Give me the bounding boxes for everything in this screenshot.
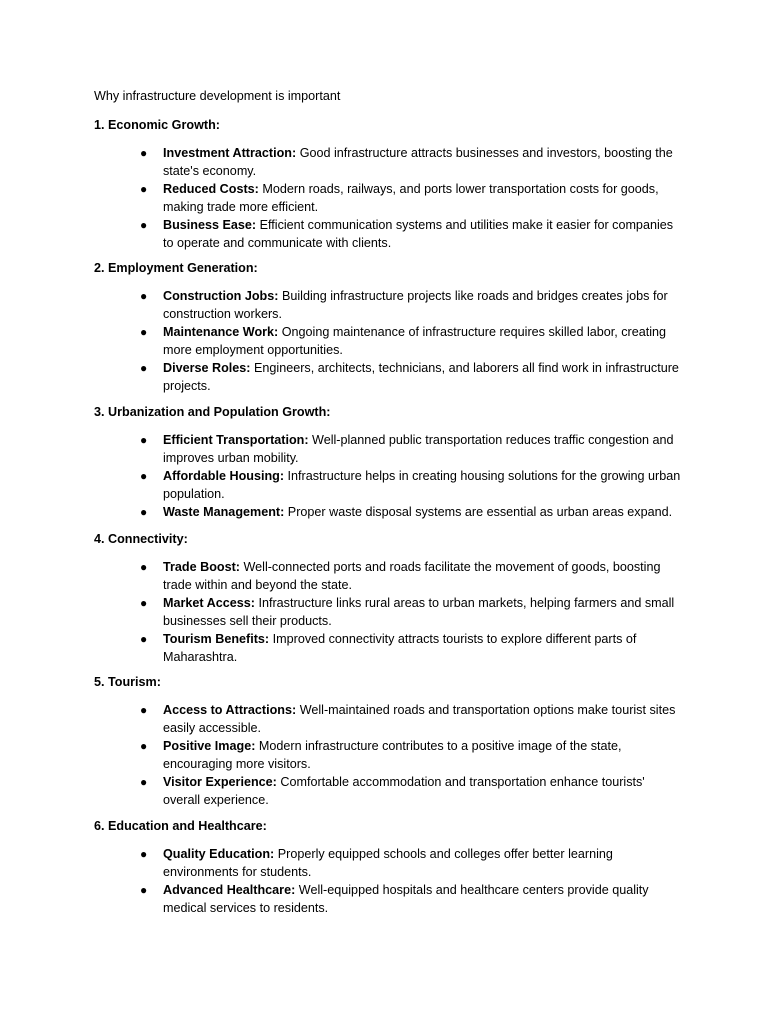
item-term: Quality Education: xyxy=(163,847,275,861)
section-heading: 4. Connectivity: xyxy=(94,532,188,546)
section-heading: 3. Urbanization and Population Growth: xyxy=(94,405,331,419)
item-term: Positive Image: xyxy=(163,738,256,753)
item-text: Engineers, architects, technicians, and laborers all find work in infrastructure projects. xyxy=(163,360,679,393)
item-term: Business Ease: xyxy=(163,217,257,232)
list-item xyxy=(94,468,683,503)
bullet-list xyxy=(94,432,694,522)
list-item xyxy=(94,559,683,594)
item-term: Visitor Experience: xyxy=(163,774,277,789)
item-text: Efficient communication systems and utilities make it easier for companies to operate and communicate with clients. xyxy=(163,217,674,250)
bullet-icon: ● xyxy=(140,847,148,861)
section-education-healthcare xyxy=(94,818,694,918)
list-item xyxy=(94,504,683,522)
item-term: Market Access: xyxy=(163,595,255,610)
section-urbanization xyxy=(94,404,694,522)
item-term: Affordable Housing: xyxy=(163,468,285,483)
bullet-icon: ● xyxy=(140,217,148,232)
section-connectivity xyxy=(94,531,694,667)
item-text: Modern roads, railways, and ports lower transportation costs for goods, making trade more efficient. xyxy=(163,181,659,214)
bullet-icon: ● xyxy=(140,181,148,196)
bullet-icon: ● xyxy=(140,324,148,339)
list-item xyxy=(94,631,683,666)
item-term: Advanced Healthcare: xyxy=(163,882,296,897)
bullet-icon: ● xyxy=(140,560,148,574)
item-text: Well-connected ports and roads facilitate the movement of goods, boosting trade within and beyond the state. xyxy=(163,560,661,592)
item-text: Building infrastructure projects like roads and bridges creates jobs for construction workers. xyxy=(163,289,668,321)
document-title: Why infrastructure development is important xyxy=(94,89,341,103)
section-heading: 5. Tourism: xyxy=(94,675,161,689)
bullet-list xyxy=(94,288,694,395)
bullet-list xyxy=(94,559,694,666)
bullet-icon: ● xyxy=(140,433,148,447)
section-economic-growth xyxy=(94,117,694,253)
item-term: Maintenance Work: xyxy=(163,324,279,339)
item-text: Infrastructure helps in creating housing solutions for the growing urban population. xyxy=(163,468,681,501)
section-heading: 1. Economic Growth: xyxy=(94,118,220,132)
item-text: Modern infrastructure contributes to a positive image of the state, encouraging more visitors. xyxy=(163,738,622,771)
item-term: Diverse Roles: xyxy=(163,360,251,375)
bullet-icon: ● xyxy=(140,631,148,646)
bullet-icon: ● xyxy=(140,595,148,610)
bullet-icon: ● xyxy=(140,738,148,753)
list-item xyxy=(94,774,683,809)
item-text: Well-equipped hospitals and healthcare centers provide quality medical services to residents. xyxy=(163,882,649,915)
section-employment-generation xyxy=(94,260,694,396)
item-term: Efficient Transportation: xyxy=(163,433,309,447)
list-item xyxy=(94,738,683,773)
bullet-list xyxy=(94,145,694,252)
list-item xyxy=(94,288,683,323)
item-text: Well-maintained roads and transportation options make tourist sites easily accessible. xyxy=(163,703,676,735)
list-item xyxy=(94,217,683,252)
item-term: Construction Jobs: xyxy=(163,289,279,303)
item-text: Infrastructure links rural areas to urban markets, helping farmers and small businesses sell their products. xyxy=(163,595,675,628)
list-item xyxy=(94,882,683,917)
list-item xyxy=(94,360,683,395)
bullet-icon: ● xyxy=(140,289,148,303)
bullet-icon: ● xyxy=(140,360,148,375)
bullet-list xyxy=(94,702,694,809)
section-tourism xyxy=(94,674,694,810)
list-item xyxy=(94,145,683,180)
item-term: Investment Attraction: xyxy=(163,146,297,160)
bullet-icon: ● xyxy=(140,774,148,789)
bullet-icon: ● xyxy=(140,504,148,519)
list-item xyxy=(94,702,683,737)
bullet-icon: ● xyxy=(140,146,148,160)
bullet-icon: ● xyxy=(140,882,148,897)
item-text: Proper waste disposal systems are essential as urban areas expand. xyxy=(287,504,673,519)
section-heading: 6. Education and Healthcare: xyxy=(94,819,267,833)
list-item xyxy=(94,846,683,881)
item-text: Ongoing maintenance of infrastructure requires skilled labor, creating more employment opportunities. xyxy=(163,324,667,357)
list-item xyxy=(94,181,683,216)
item-text: Properly equipped schools and colleges offer better learning environments for students. xyxy=(163,847,613,879)
item-text: Good infrastructure attracts businesses and investors, boosting the state's economy. xyxy=(163,146,673,178)
list-item xyxy=(94,432,683,467)
item-term: Access to Attractions: xyxy=(163,703,297,717)
item-term: Trade Boost: xyxy=(163,560,240,574)
bullet-icon: ● xyxy=(140,703,148,717)
item-text: Comfortable accommodation and transportation enhance tourists' overall experience. xyxy=(163,774,645,807)
item-term: Waste Management: xyxy=(163,504,285,519)
bullet-icon: ● xyxy=(140,468,148,483)
item-text: Well-planned public transportation reduces traffic congestion and improves urban mobility. xyxy=(163,433,674,465)
section-heading: 2. Employment Generation: xyxy=(94,261,258,275)
item-text: Improved connectivity attracts tourists to explore different parts of Maharashtra. xyxy=(163,631,637,664)
item-term: Tourism Benefits: xyxy=(163,631,270,646)
list-item xyxy=(94,324,683,359)
item-term: Reduced Costs: xyxy=(163,181,259,196)
list-item xyxy=(94,595,683,630)
bullet-list xyxy=(94,846,694,917)
